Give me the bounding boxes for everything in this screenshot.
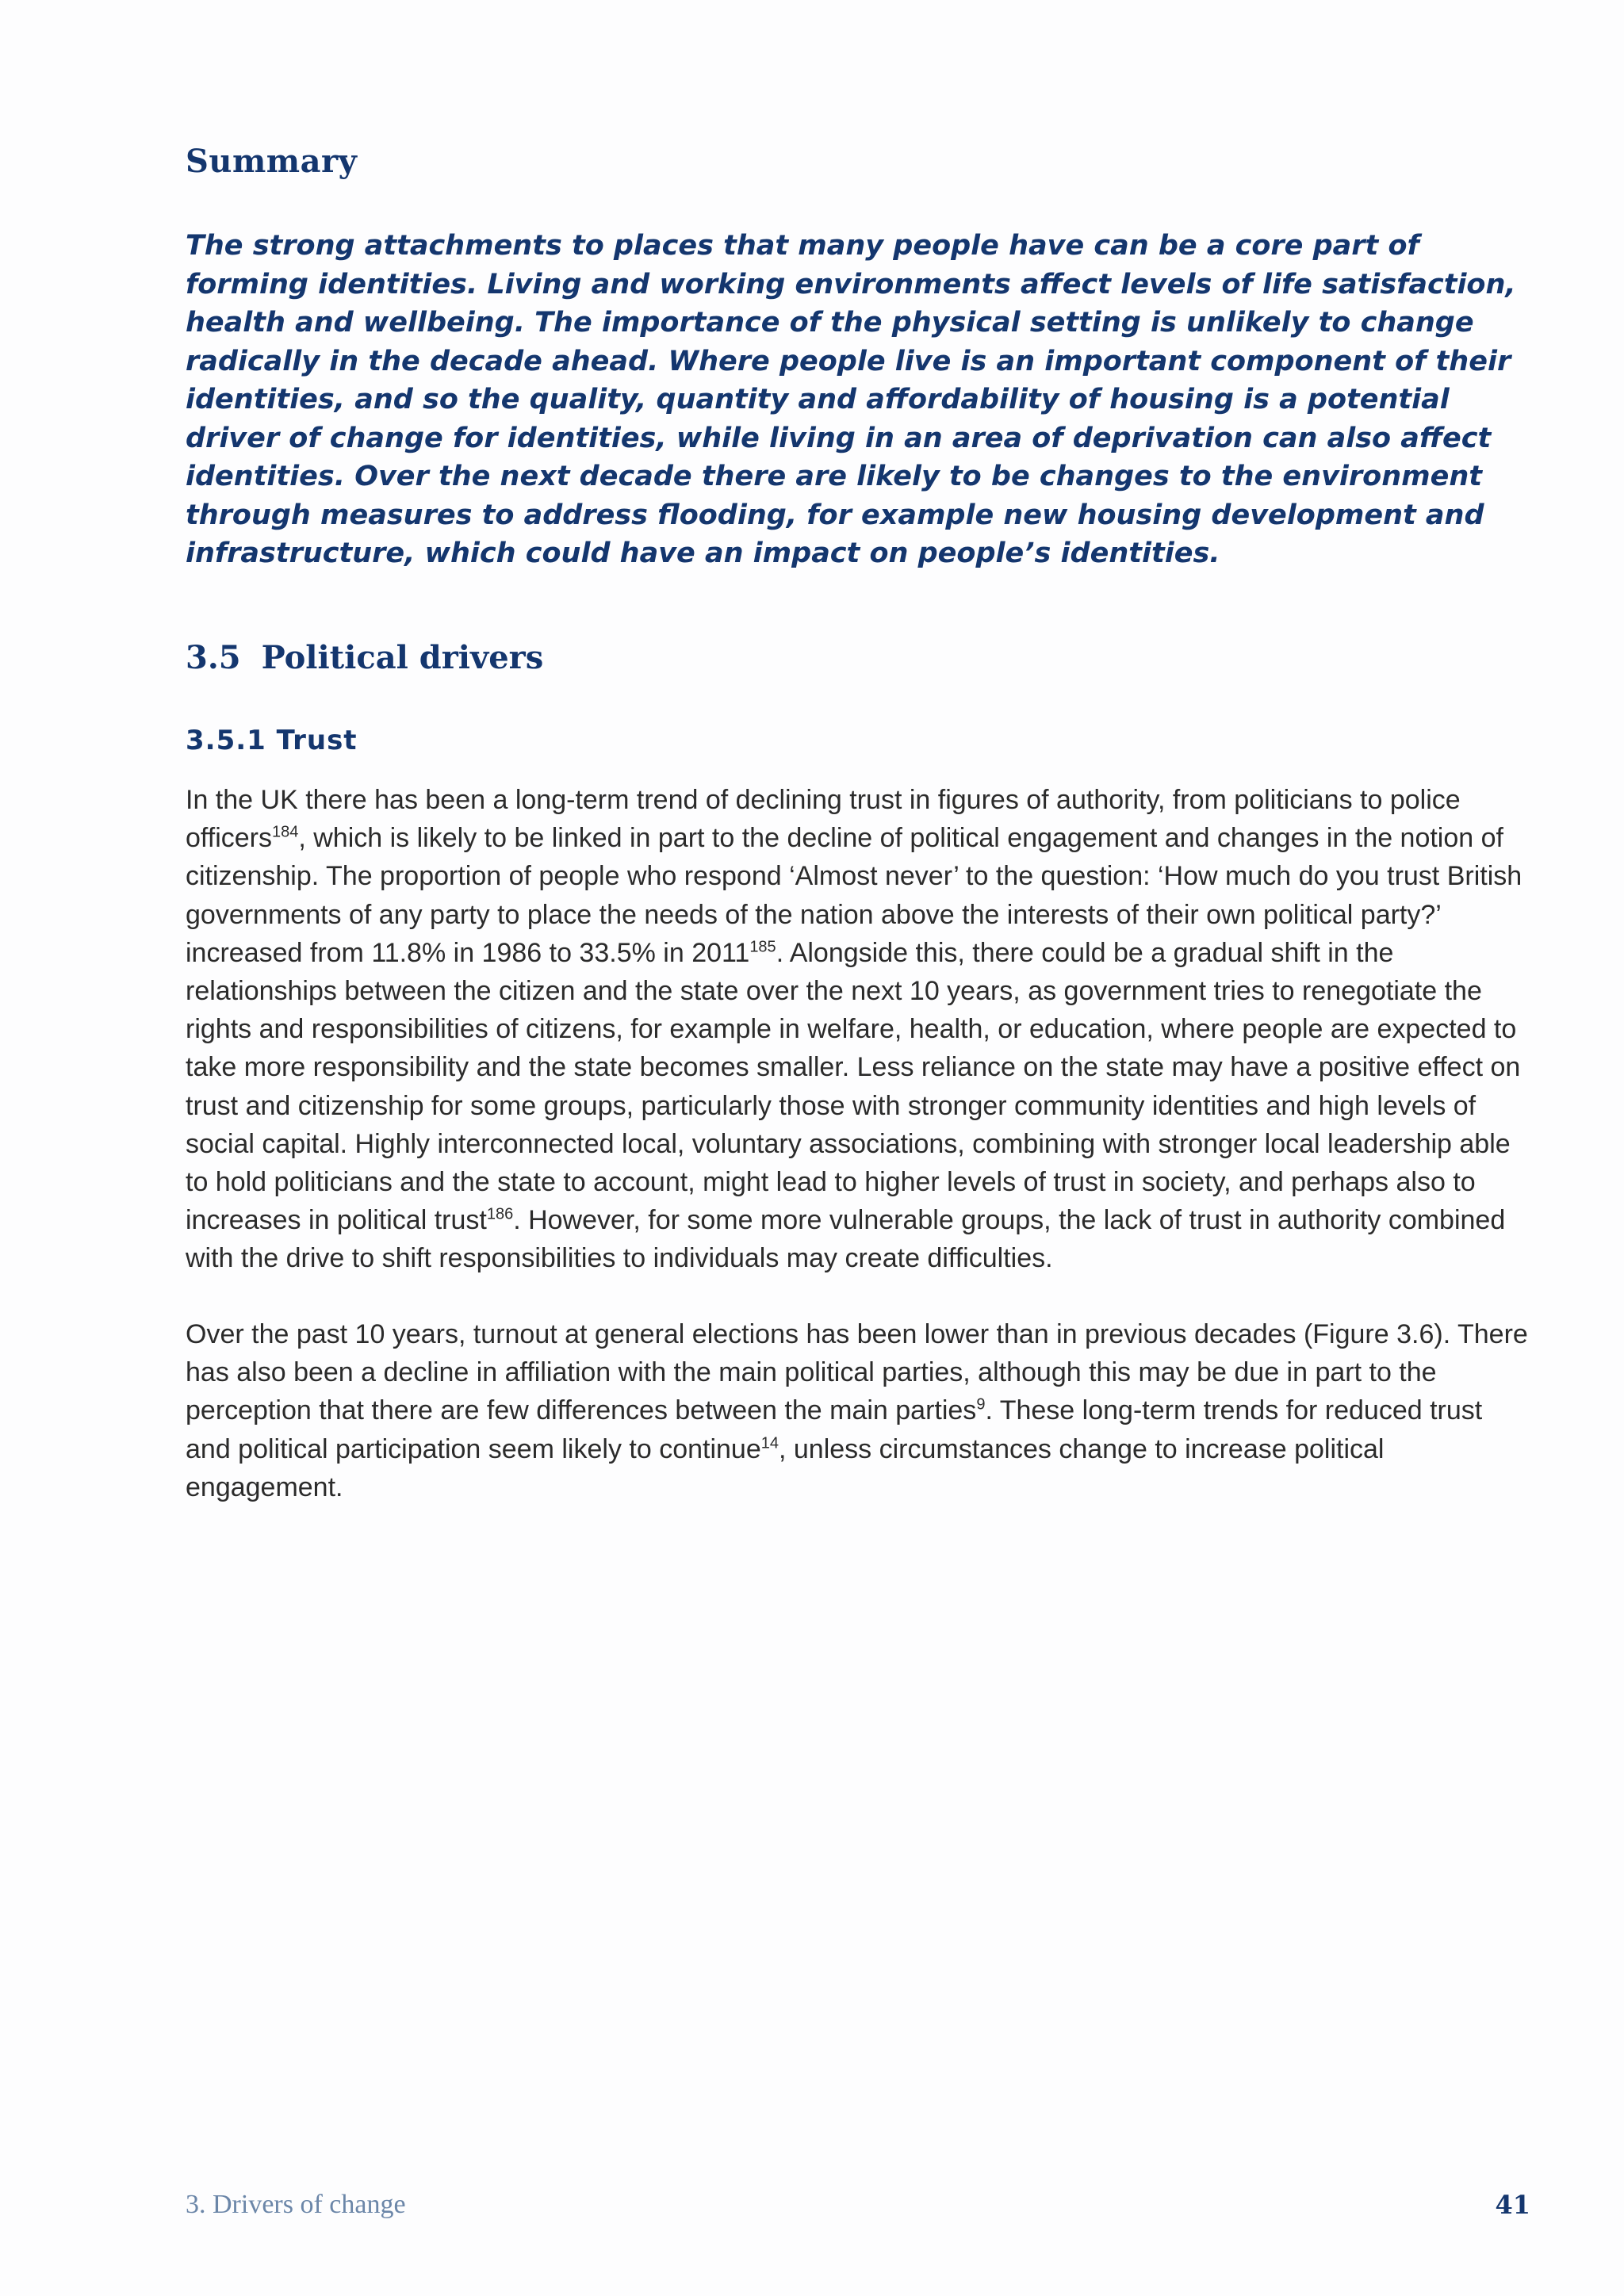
page-number: 41 (1495, 2190, 1530, 2220)
paragraph-text: . However, for some more vulnerable groups, the lack of trust in authority combined with the drive to shift responsibilities to individuals may create difficulties. (186, 1205, 1506, 1274)
paragraph-text: In the UK there has been a long-term trend of declining trust in figures of authority, from politicians to police officers (186, 785, 1461, 854)
section-title: Political drivers (261, 639, 544, 676)
footnote-ref-186[interactable]: 186 (486, 1205, 514, 1223)
trust-paragraph-2 (186, 1315, 1534, 1506)
paragraph-text: , unless circumstances change to increase political engagement. (186, 1433, 1385, 1502)
paragraph-text: . Alongside this, there could be a gradual shift in the relationships between the citizen and the state over the next 10 years, as government tries to renegotiate the rights and responsibilities of citizens, for example in welfare, health, or education, where people are expected to take more responsibility and the state becomes smaller. Less reliance on the state may have a positive effect on trust and citizenship for some groups, particularly those with stronger community identities and high levels of social capital. Highly interconnected local, voluntary associations, combining with stronger local leadership able to hold politicians and the state to account, might lead to higher levels of trust in society, and perhaps also to increases in political trust (186, 937, 1521, 1236)
paragraph-text: , which is likely to be linked in part to the decline of political engagement and changes in the notion of citizenship. The proportion of people who respond ‘Almost never’ to the question: ‘How much do you trust British governments of any party to place the needs of the nation above the interests of their own political party?’ increased from 11.8% in 1986 to 33.5% in 2011 (186, 823, 1522, 968)
section-number: 3.5 (186, 639, 241, 676)
summary-text: The strong attachments to places that many people have can be a core part of forming identities. Living and working environments affect levels of life satisfaction, health and wellbeing. The importance of the physical setting is unlikely to change radically in the decade ahead. Where people live is an important component of their identities, and so the quality, quantity and affordability of housing is a potential driver of change for identities, while living in an area of deprivation can also affect identities. Over the next decade there are likely to be changes to the environment through measures to address flooding, for example new housing development and infrastructure, which could have an impact on people’s identities. (186, 230, 1516, 569)
summary-heading: Summary (186, 143, 358, 180)
footnote-ref-185[interactable]: 185 (749, 938, 776, 956)
footnote-ref-9[interactable]: 9 (976, 1396, 986, 1414)
paragraph-text: Over the past 10 years, turnout at general elections has been lower than in previous decades (Figure 3.6). There has also been a decline in affiliation with the main political parties, although this may be due in part to the perception that there are few differences between the main parties (186, 1319, 1528, 1426)
footnote-ref-184[interactable]: 184 (271, 823, 299, 841)
footer-section-title: 3. Drivers of change (186, 2190, 406, 2219)
trust-paragraph-1 (186, 781, 1534, 1278)
section-heading (186, 639, 543, 676)
footnote-ref-14[interactable]: 14 (760, 1434, 779, 1452)
paragraph-text: . These long-term trends for reduced trust and political participation seem likely to continue (186, 1395, 1483, 1464)
subsection-heading: 3.5.1 Trust (186, 725, 358, 756)
